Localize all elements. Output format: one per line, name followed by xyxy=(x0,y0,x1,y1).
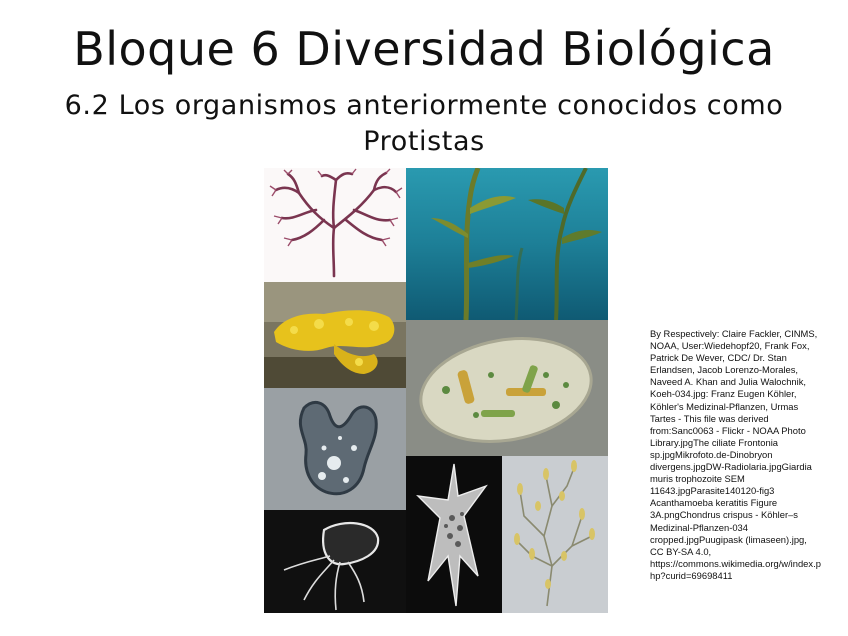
dinobryon-photo xyxy=(502,456,608,613)
acanthamoeba-photo xyxy=(264,388,406,510)
image-ciliate-frontonia xyxy=(406,320,608,456)
giardia-photo xyxy=(264,510,406,613)
slide-subtitle: 6.2 Los organismos anteriormente conocidos como Protistas xyxy=(64,90,784,157)
image-giardia xyxy=(264,510,406,613)
image-credits: By Respectively: Claire Fackler, CINMS, NOAA, User:Wiedehopf20, Frank Fox, Patrick De Wever, CDC/ Dr. Stan Erlandsen, Jacob Lorenzo-Morales, Naveed A. Khan and Julia Walochnik, Koeh-034.jpg: Franz Eugen Köhler, Köhler's Medizinal-Pflanzen, Urmas Tartes - This file was derived from:Sanc0063 - Flickr - NOAA Photo Library.jpgThe ciliate Frontonia sp.jpgMikrofoto.de-Dinobryon divergens.jpgDW-Radiolaria.jpgGiardia muris trophozoite SEM 11643.jpgParasite140120-fig3 Acanthamoeba keratitis Figure 3A.pngChondrus crispus - Köhler–s Medizinal-Pflanzen-034 cropped.jpgPuugipask (limaseen).jpg, CC BY-SA 4.0, https://commons.wikimedia.org/w/index.php?curid=69698411 xyxy=(650,328,821,581)
protist-collage xyxy=(264,168,608,613)
radiolaria-photo xyxy=(406,456,502,613)
kelp-forest-photo xyxy=(406,168,608,320)
slide-title: Bloque 6 Diversidad Biológica xyxy=(73,22,775,76)
image-acanthamoeba xyxy=(264,388,406,510)
red-alga-illustration xyxy=(264,168,406,282)
image-kelp-forest xyxy=(406,168,608,320)
image-dinobryon xyxy=(502,456,608,613)
slime-mold-photo xyxy=(264,282,406,388)
image-slime-mold xyxy=(264,282,406,388)
image-red-alga xyxy=(264,168,406,282)
ciliate-photo xyxy=(406,320,608,456)
image-radiolaria xyxy=(406,456,502,613)
